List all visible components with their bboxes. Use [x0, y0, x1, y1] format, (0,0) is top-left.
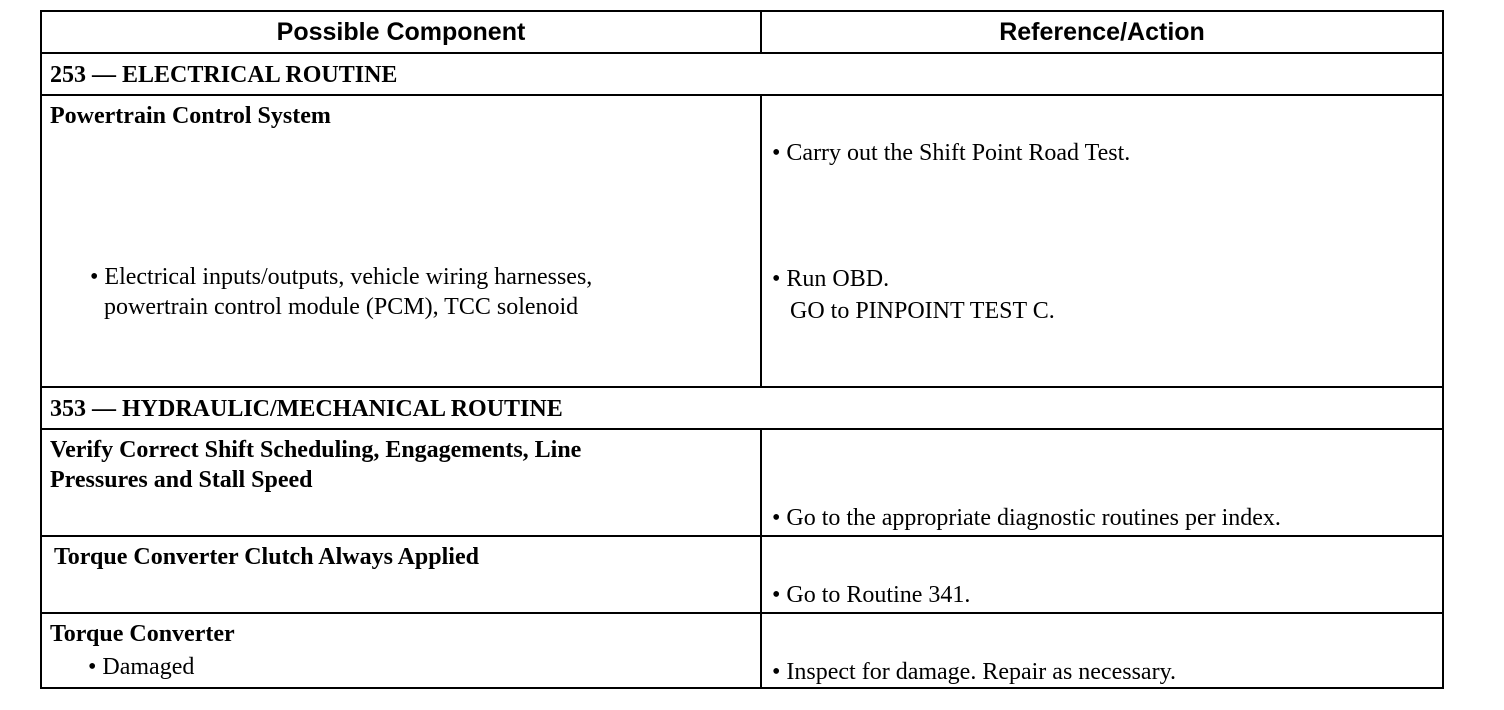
action-cell: [762, 537, 1442, 612]
component-bullet: • Damaged: [88, 654, 195, 680]
table-row: [42, 614, 1442, 689]
section-title-electrical: 253 — ELECTRICAL ROUTINE: [50, 62, 398, 88]
component-cell: [42, 96, 762, 386]
action-text: • Go to Routine 341.: [772, 582, 971, 608]
header-reference-action: Reference/Action: [999, 18, 1205, 46]
action-text: • Carry out the Shift Point Road Test.: [772, 140, 1131, 166]
action-text: • Run OBD.: [772, 266, 890, 292]
section-title-row: [42, 54, 1442, 96]
component-heading: Torque Converter: [50, 621, 235, 647]
diagnostic-table: [40, 10, 1444, 689]
header-possible-component: Possible Component: [42, 12, 762, 52]
action-text: • Inspect for damage. Repair as necessary.: [772, 659, 1177, 685]
table-row: [42, 537, 1442, 614]
component-cell: [42, 430, 762, 535]
table-row: [42, 96, 1442, 388]
component-text: Verify Correct Shift Scheduling, Engagements, Line: [50, 437, 582, 463]
action-text: GO to PINPOINT TEST C.: [790, 298, 1055, 324]
component-text: Torque Converter Clutch Always Applied: [54, 544, 479, 570]
section-title-hydraulic: 353 — HYDRAULIC/MECHANICAL ROUTINE: [50, 396, 563, 422]
action-text: • Go to the appropriate diagnostic routines per index.: [772, 505, 1281, 531]
component-text: Pressures and Stall Speed: [50, 467, 313, 493]
action-cell: [762, 614, 1442, 689]
component-bullet-continuation: powertrain control module (PCM), TCC solenoid: [104, 294, 579, 320]
action-cell: [762, 430, 1442, 535]
action-cell: [762, 96, 1442, 386]
table-row: [42, 430, 1442, 537]
section-title-row: [42, 388, 1442, 430]
component-cell: [42, 537, 762, 612]
component-bullet: • Electrical inputs/outputs, vehicle wiring harnesses,: [90, 264, 593, 290]
table-header-row: [42, 12, 1442, 54]
component-heading: Powertrain Control System: [50, 103, 331, 129]
component-cell: [42, 614, 762, 689]
